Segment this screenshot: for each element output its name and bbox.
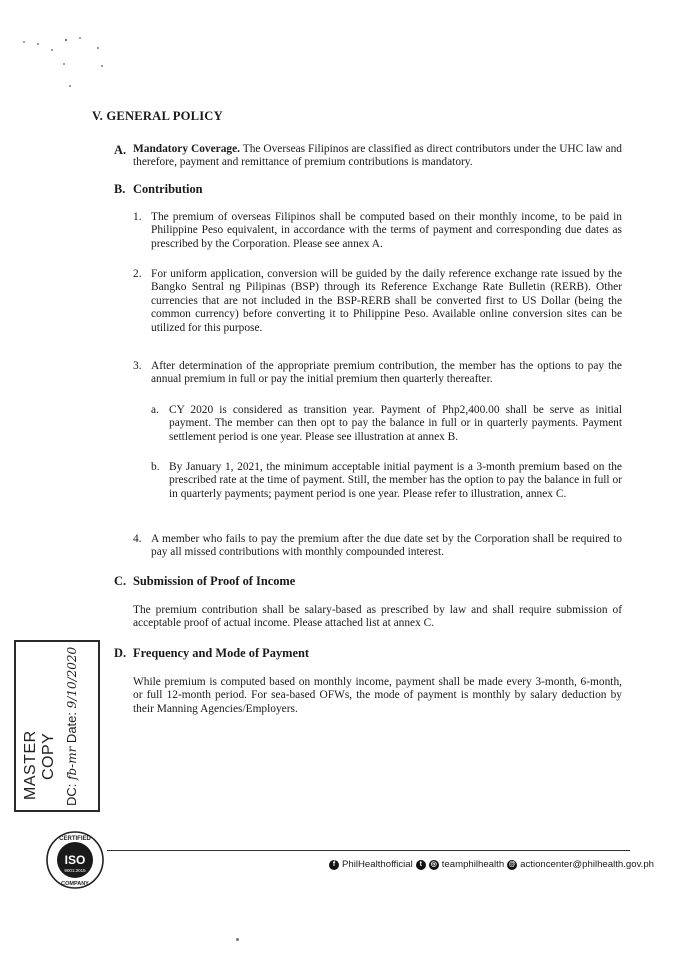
section-d-text: While premium is computed based on monthly income, payment shall be made every 3-month, 6-month, or full 12-month period. For sea-based OFWs, the mode of payment is monthly by salary deduction by their Manning Agencies/Employers.	[133, 676, 622, 715]
section-b-title: Contribution	[133, 182, 203, 196]
iso-center-text: ISO	[64, 853, 86, 867]
item-number: 1.	[133, 211, 142, 223]
subitem-letter: b.	[151, 461, 160, 473]
section-a-paragraph	[133, 143, 622, 170]
section-c-letter: C.	[114, 574, 127, 588]
footer-social-handle: teamphilhealth	[441, 859, 505, 870]
scan-speck	[236, 938, 239, 941]
section-a-title: Mandatory Coverage.	[133, 143, 240, 155]
item-number: 4.	[133, 533, 142, 545]
item-number: 2.	[133, 268, 142, 280]
section-a-letter: A.	[114, 143, 127, 157]
footer-contacts	[329, 859, 654, 870]
stamp-master-label: MASTER	[22, 730, 39, 800]
twitter-icon: t	[416, 860, 426, 870]
subitem-letter: a.	[151, 404, 159, 416]
subitem-text: CY 2020 is considered as transition year. Payment of Php2,400.00 shall be serve as initial payment. The member can then opt to pay the balance in full or in quarterly payments. Payment settlement period is one year. Please see illustration at annex B.	[169, 404, 622, 443]
stamp-date-label: Date:	[64, 711, 79, 744]
footer-facebook-handle: PhilHealthofficial	[342, 859, 413, 870]
section-a-text: The Overseas Filipinos are classified as direct contributors under the UHC law and therefore, payment and remittance of premium contributions is mandatory.	[133, 143, 622, 169]
section-c-title: Submission of Proof of Income	[133, 574, 296, 588]
section-heading: V. GENERAL POLICY	[92, 109, 223, 123]
section-d-letter: D.	[114, 646, 127, 660]
stamp-copy-label: COPY	[40, 732, 57, 780]
email-icon: @	[508, 860, 516, 868]
iso-bottom-text: COMPANY	[61, 881, 89, 887]
item-text: The premium of overseas Filipinos shall be computed based on their monthly income, to be paid in Philippine Peso equivalent, in accordance with the terms of payment and corresponding due dates as prescribed by the Corporation. Please see annex A.	[151, 211, 622, 250]
section-d-title: Frequency and Mode of Payment	[133, 646, 309, 660]
stamp-date-value: 9/10/2020	[65, 646, 79, 709]
scan-specks	[0, 0, 130, 110]
footer-email: actioncenter@philhealth.gov.ph	[520, 859, 654, 870]
iso-certified-logo	[45, 830, 105, 890]
section-c-text: The premium contribution shall be salary-based as prescribed by law and shall require submission of acceptable proof of actual income. Please attached list at annex C.	[133, 604, 622, 630]
section-b-letter: B.	[114, 182, 126, 196]
item-text: A member who fails to pay the premium after the due date set by the Corporation shall be required to pay all missed contributions with monthly compounded interest.	[151, 533, 622, 559]
stamp-dc-date-line	[64, 647, 79, 806]
iso-standard-text: 9001:2015	[64, 868, 86, 873]
stamp-dc-label: DC:	[64, 783, 79, 806]
facebook-icon: f	[329, 860, 339, 870]
instagram-icon: ◎	[430, 860, 437, 868]
iso-top-text: CERTIFIED	[59, 836, 91, 842]
master-copy-stamp	[14, 640, 100, 812]
stamp-dc-value: fb-mr	[65, 746, 79, 780]
footer-rule	[107, 850, 630, 851]
subitem-text: By January 1, 2021, the minimum acceptable initial payment is a 3-month premium based on the prescribed rate at the time of payment. Still, the member has the option to pay the balance in full or in quarterly payments; payment period is one year. Please refer to illustration, annex C.	[169, 461, 622, 500]
item-text: After determination of the appropriate premium contribution, the member has the options to pay the annual premium in full or pay the initial premium then quarterly thereafter.	[151, 360, 622, 386]
item-text: For uniform application, conversion will be guided by the daily reference exchange rate issued by the Bangko Sentral ng Pilipinas (BSP) through its Reference Exchange Rate Bulletin (RERB). Other currencies that are not included in the BSP-RERB shall be converted first to US Dollar (being the common currency) before converting it to Philippine Peso. Available online conversion sites can be utilized for this purpose.	[151, 268, 622, 334]
item-number: 3.	[133, 360, 142, 372]
